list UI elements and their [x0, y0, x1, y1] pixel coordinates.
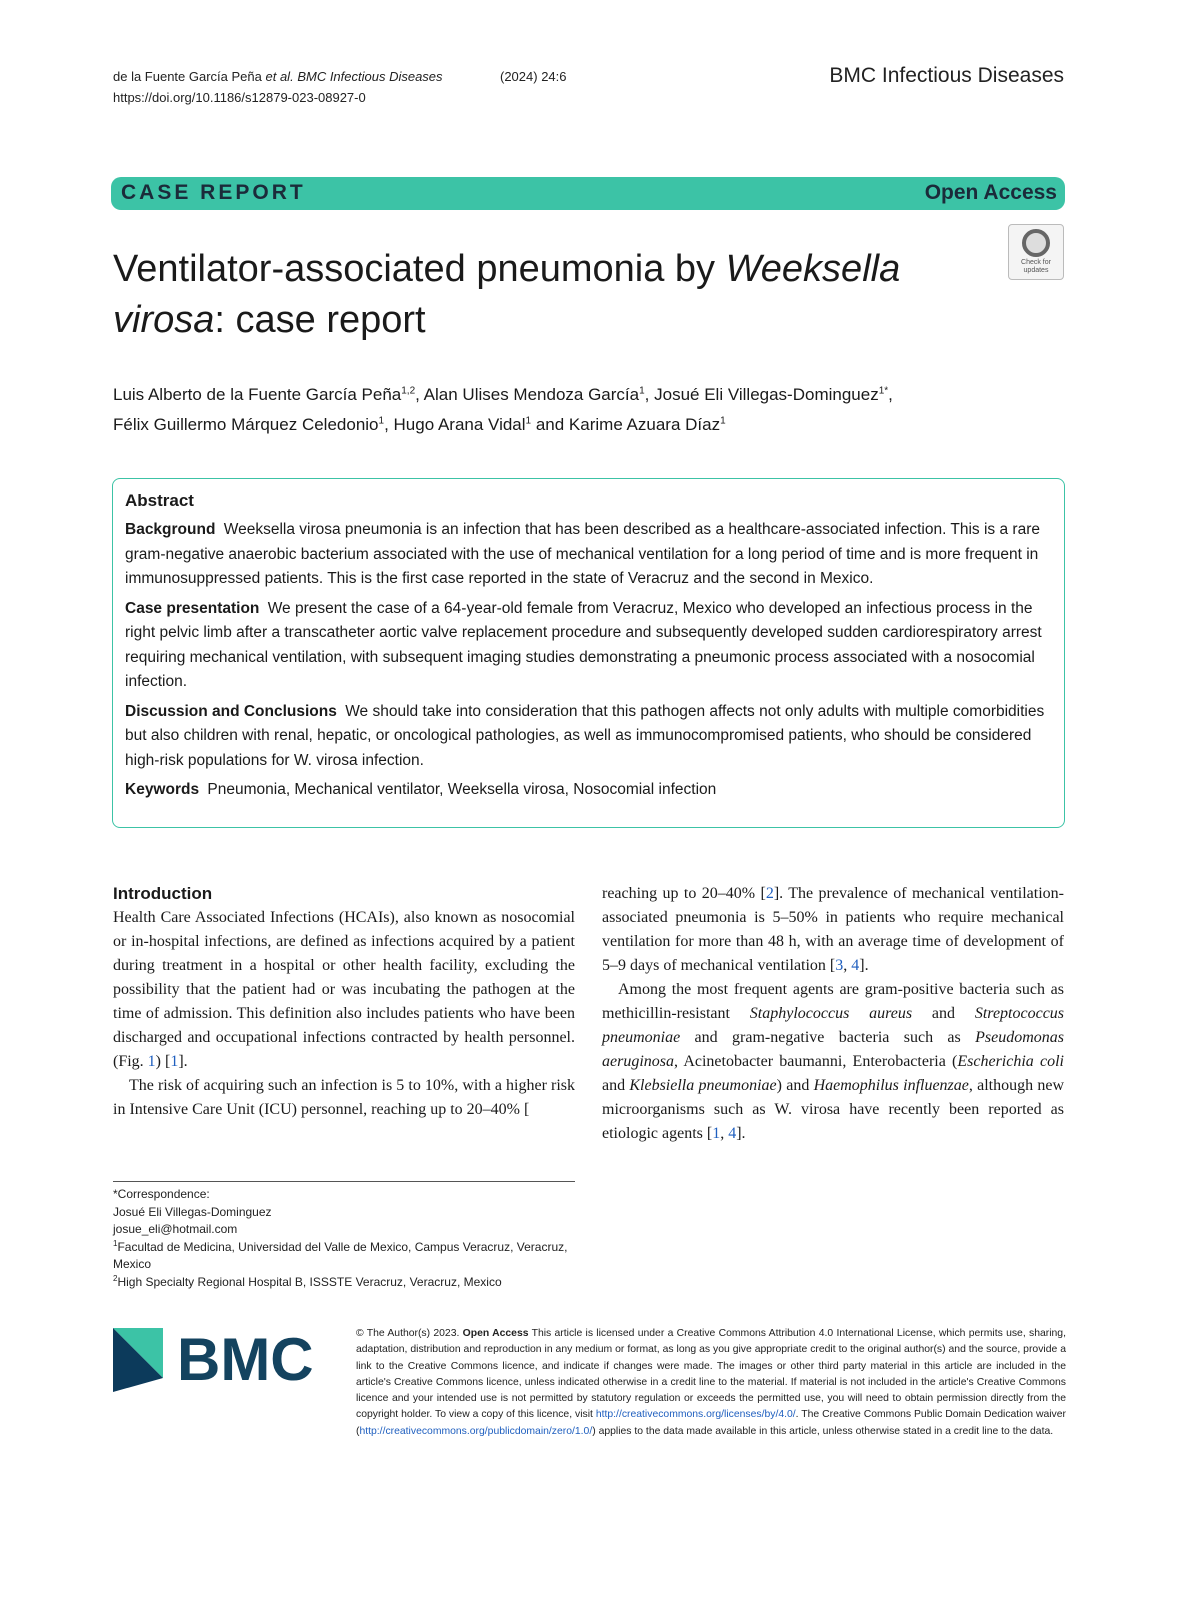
intro-paragraph-2-cont: reaching up to 20–40% [2]. The prevalence of mechanical ventilation-associated pneumonia is 5–50% in patients who require mechanical ventilation for more than 48 h, with an average time of development of 5–9 days of mechanical ventilation [3, 4].: [602, 885, 1065, 974]
author-affiliation: 1*: [878, 385, 889, 397]
journal-name: BMC Infectious Diseases: [829, 64, 1064, 87]
affiliation-text: Facultad de Medicina, Universidad del Valle de Mexico, Campus Veracruz, Veracruz, Mexico: [113, 1239, 568, 1271]
body-column-left: [113, 882, 575, 1122]
footnotes: [113, 1186, 583, 1291]
author-separator: ,: [888, 385, 893, 404]
abstract-discussion: [125, 700, 1052, 774]
author-name[interactable]: Luis Alberto de la Fuente García Peña: [113, 385, 402, 404]
title-italic: Weeksella virosa: [113, 248, 901, 341]
citation-link[interactable]: 4: [728, 1125, 737, 1142]
section-label: Keywords: [125, 781, 200, 798]
footnote-divider: [113, 1181, 575, 1182]
author-name[interactable]: Josué Eli Villegas-Dominguez: [654, 385, 879, 404]
correspondence-label: *Correspondence:: [113, 1187, 210, 1201]
section-label: Discussion and Conclusions: [125, 702, 337, 720]
section-text: Weeksella virosa pneumonia is an infection that has been described as a healthcare-associated infection. This is a rare gram-negative anaerobic bacterium associated with the use of mechanical ventilation for a long period of time and is more frequent in immunosuppressed patients. This is the first case reported in the state of Veracruz and the second in Mexico.: [125, 521, 1040, 587]
author-name[interactable]: Félix Guillermo Márquez Celedonio: [113, 415, 379, 434]
abstract-box: [112, 478, 1065, 828]
author-name[interactable]: Hugo Arana Vidal: [393, 415, 526, 434]
citation-link[interactable]: 1: [712, 1125, 721, 1142]
bmc-logo[interactable]: [113, 1328, 328, 1392]
intro-paragraph-3: [602, 978, 1064, 1146]
author-affiliation: 1: [639, 385, 645, 397]
text-run: , although new microorganisms such as W. virosa have recently been reported as etiologic agents [: [602, 1077, 1064, 1142]
logo-triangle-base: [113, 1378, 163, 1392]
text-run: and gram-negative bacteria such as: [680, 1029, 976, 1046]
citation-line: [113, 66, 567, 87]
section-label: Background: [125, 521, 216, 538]
author-name[interactable]: Karime Azuara Díaz: [568, 415, 721, 434]
species-name: Klebsiella pneumoniae: [629, 1077, 777, 1094]
figure-link[interactable]: 1: [147, 1053, 156, 1070]
author-separator: ,: [644, 385, 655, 404]
author-line-2: [113, 410, 1073, 440]
check-updates-icon: [1022, 229, 1050, 257]
affiliation-1: [113, 1239, 583, 1274]
author-line-1: [113, 380, 1073, 410]
author-separator: ,: [415, 385, 424, 404]
logo-wordmark: BMC: [177, 1328, 314, 1392]
text-run: , Acinetobacter baumanni, Enterobacteria (: [674, 1053, 958, 1070]
text-run: ].: [178, 1053, 188, 1070]
abstract-keywords: [125, 778, 1052, 803]
affiliation-number: 2: [113, 1273, 118, 1283]
affiliation-2: [113, 1274, 583, 1292]
section-text: We should take into consideration that this pathogen affects not only adults with multiple comorbidities but also children with renal, hepatic, or oncological pathologies, as well as immunocompromised patients, who should be considered high-risk populations for W. virosa infection.: [125, 702, 1045, 769]
abstract-case-presentation: [125, 597, 1052, 695]
doi-link[interactable]: https://doi.org/10.1186/s12879-023-08927-0: [113, 90, 366, 105]
title-part-1: Ventilator-associated pneumonia by: [113, 248, 726, 290]
citation-link[interactable]: 4: [851, 957, 860, 974]
section-text: Pneumonia, Mechanical ventilator, Weeksella virosa, Nosocomial infection: [207, 781, 717, 798]
citation-authors: de la Fuente García Peña: [113, 69, 262, 84]
intro-paragraph-1: [113, 906, 575, 1074]
license-text: ) applies to the data made available in this article, unless otherwise stated in a credit line to the data.: [592, 1425, 1054, 1437]
citation-etal: et al.: [265, 69, 294, 84]
species-name: Escherichia coli: [957, 1053, 1064, 1070]
author-affiliation: 1: [720, 415, 726, 427]
author-affiliation: 1: [525, 415, 532, 427]
cc0-link[interactable]: http://creativecommons.org/publicdomain/zero/1.0/: [359, 1425, 593, 1437]
species-name: Haemophilus influenzae: [813, 1077, 969, 1094]
citation-link[interactable]: 2: [765, 885, 774, 902]
text-run: and: [912, 1005, 975, 1022]
text-run: ,: [843, 957, 852, 974]
text-run: and: [602, 1077, 630, 1094]
text-run: Among the most frequent agents are gram-positive bacteria such as methicillin-resistant: [602, 981, 1064, 1022]
open-access-bold: Open Access: [462, 1328, 529, 1339]
text-run: ) [: [155, 1053, 171, 1070]
species-name: Staphylococcus aureus: [749, 1005, 913, 1022]
intro-paragraph-2-start: [113, 1074, 575, 1122]
correspondence-name: Josué Eli Villegas-Dominguez: [113, 1204, 272, 1219]
license-statement: [356, 1326, 1066, 1440]
species-name: Pseudomonas aeruginosa: [602, 1029, 1064, 1070]
text-run: Health Care Associated Infections (HCAIs), also known as nosocomial or in-hospital infections, are defined as infections acquired by a patient during treatment in a hospital or other health facility, excluding the possibility that the patient had or was incubating the pathogen at the time of admission. This definition also includes patients who have been discharged and occupational infections contracted by health personnel. (Fig.: [113, 909, 575, 1070]
license-text: This article is licensed under a Creative Commons Attribution 4.0 International License, which permits use, sharing, adaptation, distribution and reproduction in any medium or format, as long as you give appropriate credit to the original author(s) and the source, provide a link to the Creative Commons licence, and indicate if changes were made. The images or other third party material in this article are included in the article's Creative Commons licence, unless indicated otherwise in a credit line to the material. If material is not included in the article's Creative Commons licence and your intended use is not permitted by statutory regulation or exceeds the permitted use, you will need to obtain permission directly from the copyright holder. To view a copy of this licence, visit: [356, 1328, 1066, 1421]
text-run: ].: [736, 1125, 746, 1142]
citation-journal: BMC Infectious Diseases: [297, 69, 443, 84]
section-text: We present the case of a 64-year-old female from Veracruz, Mexico who developed an infectious process in the right pelvic limb after a transcatheter aortic valve replacement procedure and subsequently developed sudden cardiorespiratory arrest requiring mechanical ventilation, with subsequent imaging studies demonstrating a pneumonic process associated with a nosocomial infection.: [125, 599, 1042, 690]
abstract-background: [125, 518, 1052, 592]
affiliation-text: High Specialty Regional Hospital B, ISSSTE Veracruz, Veracruz, Mexico: [117, 1274, 502, 1289]
license-text: . The Creative Commons Public Domain Dedication waiver (: [356, 1409, 1066, 1437]
author-affiliation: 1,2: [401, 385, 416, 397]
text-run: The risk of acquiring such an infection is 5 to 10%, with a higher risk in Intensive Care Unit (ICU) personnel, reaching up to 20–40% [: [113, 1077, 575, 1118]
text-run: ) and: [776, 1077, 814, 1094]
author-separator: and: [531, 415, 569, 434]
author-list: [113, 380, 1073, 440]
section-label: Case presentation: [125, 599, 260, 617]
check-updates-caption: Check for updates: [1021, 259, 1051, 274]
article-type-banner: [111, 177, 1065, 210]
author-name[interactable]: Alan Ulises Mendoza García: [423, 385, 640, 404]
citation-link[interactable]: 3: [835, 957, 844, 974]
species-name: Streptococcus pneumoniae: [602, 1005, 1065, 1046]
title-part-2: : case report: [214, 299, 426, 341]
text-run: ].: [859, 957, 869, 974]
open-access-label: Open Access: [924, 181, 1057, 204]
article-type-label: CASE REPORT: [121, 181, 306, 204]
affiliation-number: 1: [113, 1238, 118, 1248]
citation-header: [113, 66, 567, 108]
author-separator: ,: [384, 415, 394, 434]
correspondence-email[interactable]: josue_eli@hotmail.com: [113, 1222, 238, 1236]
citation-link[interactable]: 1: [170, 1053, 179, 1070]
article-title: [113, 244, 1003, 346]
copyright-text: © The Author(s) 2023.: [356, 1328, 460, 1339]
body-column-right: [602, 882, 1064, 1146]
author-affiliation: 1: [378, 415, 385, 427]
text-run: ]. The prevalence of mechanical ventilation-associated pneumonia is 5–50% in patients who require mechanical ventilation for more than 48 h, with an average time of development of 5–9 days of mechanical ventilation [: [602, 885, 1065, 974]
citation-year: (2024) 24:6: [500, 69, 567, 84]
cc-by-link[interactable]: http://creativecommons.org/licenses/by/4.0/: [595, 1409, 796, 1421]
text-run: ,: [720, 1125, 729, 1142]
abstract-heading: Abstract: [125, 491, 194, 510]
intro-heading: Introduction: [113, 884, 213, 903]
check-for-updates-button[interactable]: [1008, 224, 1064, 280]
